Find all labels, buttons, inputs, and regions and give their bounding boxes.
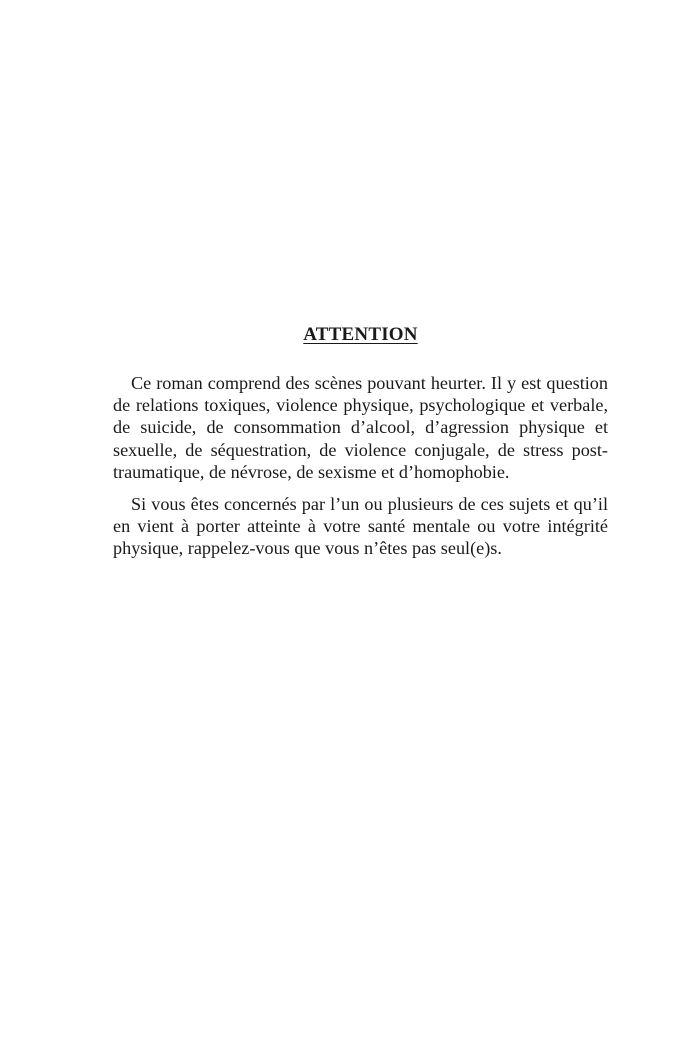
content-warning-block — [113, 322, 608, 560]
page-title: ATTENTION — [303, 324, 418, 345]
warning-paragraph-topics: Ce roman comprend des scènes pouvant heurter. Il y est question de relations toxiques, violence physique, psychologique et verbale, de suicide, de consommation d’alcool, d’agression physique et sexuelle, de séquestration, de violence conjugale, de stress post-traumatique, de névrose, de sexisme et d’homophobie. — [113, 373, 608, 482]
warning-paragraph-support: Si vous êtes concernés par l’un ou plusieurs de ces sujets et qu’il en vient à porter atteinte à votre santé mentale ou votre intégrité physique, rappelez-vous que vous n’êtes pas seul(e)s. — [113, 494, 608, 559]
